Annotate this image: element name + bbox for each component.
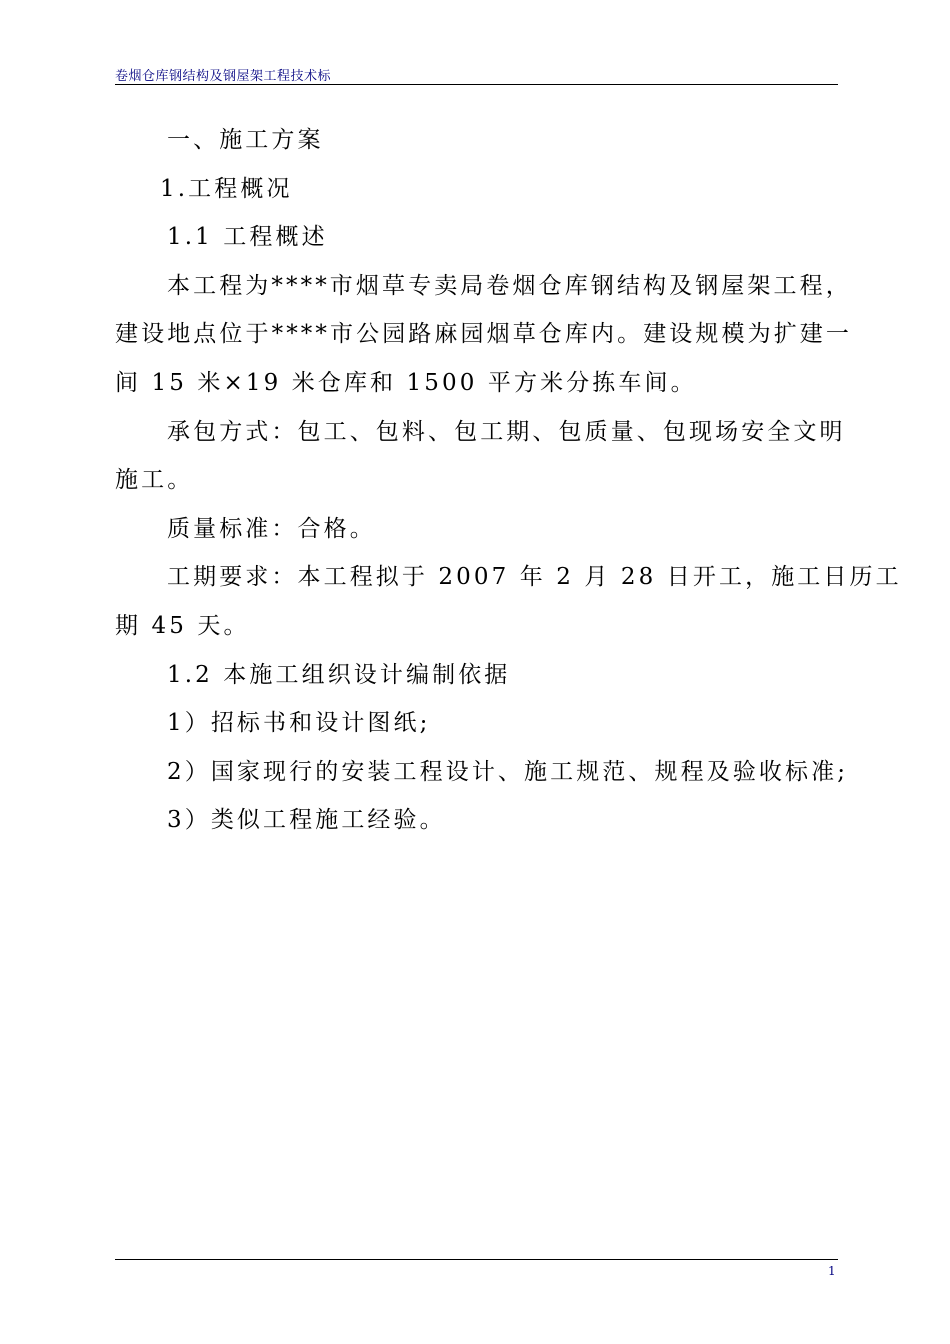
subsection-heading: 1.2 本施工组织设计编制依据 xyxy=(167,661,511,688)
page-header-title: 卷烟仓库钢结构及钢屋架工程技术标 xyxy=(115,69,332,84)
subsection-heading: 1.工程概况 xyxy=(160,175,293,202)
list-item: 3）类似工程施工经验。 xyxy=(167,807,446,834)
paragraph-line: 承包方式：包工、包料、包工期、包质量、包现场安全文明 xyxy=(167,418,846,445)
paragraph-line: 间 15 米×19 米仓库和 1500 平方米分拣车间。 xyxy=(115,369,697,396)
paragraph-line: 期 45 天。 xyxy=(115,612,250,639)
footer-divider xyxy=(115,1259,838,1260)
page-number: 1 xyxy=(828,1264,836,1278)
header-divider xyxy=(115,84,838,85)
subsection-heading: 1.1 工程概述 xyxy=(167,224,328,251)
section-heading: 一、施工方案 xyxy=(167,127,324,153)
paragraph-line: 施工。 xyxy=(115,467,194,494)
list-item: 1）招标书和设计图纸; xyxy=(167,710,431,737)
paragraph-line: 建设地点位于****市公园路麻园烟草仓库内。建设规模为扩建一 xyxy=(115,321,852,348)
paragraph-line: 本工程为****市烟草专卖局卷烟仓库钢结构及钢屋架工程， xyxy=(167,272,852,299)
paragraph-line: 质量标准：合格。 xyxy=(167,515,376,542)
list-item: 2）国家现行的安装工程设计、施工规范、规程及验收标准; xyxy=(167,758,849,785)
document-body xyxy=(115,116,902,845)
paragraph-line: 工期要求：本工程拟于 2007 年 2 月 28 日开工，施工日历工 xyxy=(167,564,902,591)
